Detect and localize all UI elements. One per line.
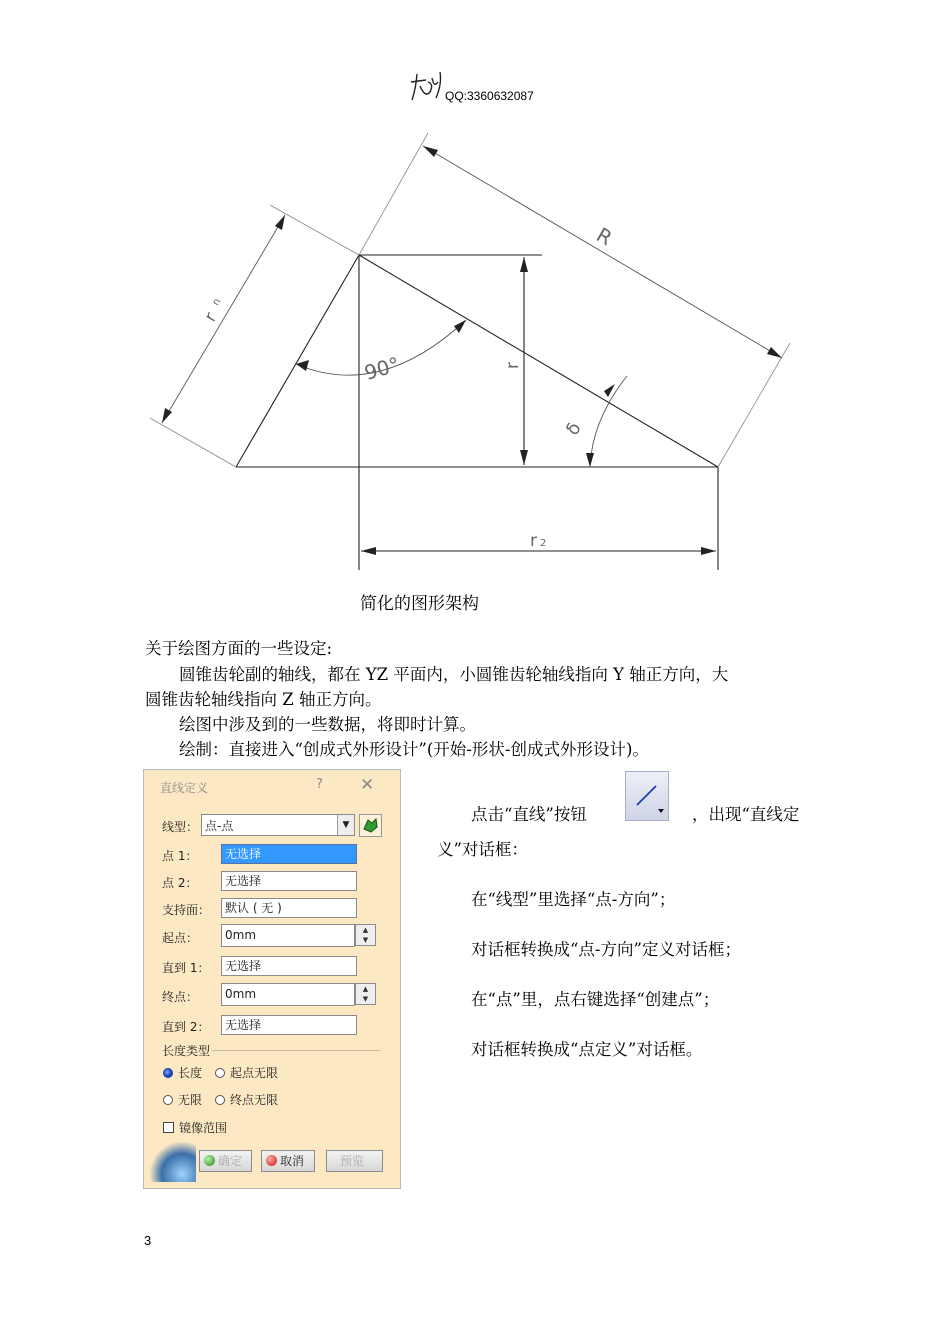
label-r-mid: r xyxy=(503,362,523,369)
end-input[interactable]: 0mm xyxy=(221,983,355,1006)
label-r-upper-sub: n xyxy=(210,296,224,308)
instruction-line2: 义”对话框： xyxy=(437,840,528,859)
length-type-group-label: 长度类型 xyxy=(162,1044,211,1058)
point1-label: 点 1： xyxy=(162,849,198,863)
support-label: 支持面： xyxy=(162,903,211,917)
start-label: 起点： xyxy=(162,931,199,945)
start-input[interactable]: 0mm xyxy=(221,924,355,947)
label-delta: δ xyxy=(561,419,586,440)
label-R: R xyxy=(592,222,617,251)
arrowhead xyxy=(586,453,594,467)
radio-start-infinite[interactable]: 起点无限 xyxy=(215,1064,278,1081)
mirror-checkbox[interactable]: 镜像范围 xyxy=(163,1119,227,1136)
paragraph-axes-1: 圆锥齿轮副的轴线，都在 YZ 平面内，小圆锥齿轮轴线指向 Y 轴正方向，大 xyxy=(179,665,729,684)
instruction-line1-before: 点击“直线”按钮 xyxy=(471,805,587,824)
arrowhead xyxy=(275,215,285,230)
arrowhead xyxy=(361,547,376,555)
dimension-R xyxy=(423,146,782,358)
line-type-tool-icon[interactable] xyxy=(359,814,382,837)
instruction-step1: 在“线型”里选择“点-方向”； xyxy=(471,890,676,909)
extension-line xyxy=(718,343,790,467)
end-stepper-icon[interactable]: ▲ ▼ xyxy=(355,983,376,1005)
label-r-upper: r xyxy=(200,309,222,326)
line-definition-dialog xyxy=(143,769,401,1189)
start-stepper-icon[interactable]: ▲ ▼ xyxy=(355,924,376,946)
label-r2-sub: 2 xyxy=(540,538,547,549)
close-icon[interactable]: ✕ xyxy=(360,775,375,795)
page-number: 3 xyxy=(144,1233,152,1248)
arrowhead xyxy=(520,450,528,465)
radio-infinite[interactable]: 无限 xyxy=(163,1091,202,1108)
paragraph-draw: 绘制：直接进入“创成式外形设计”(开始-形状-创成式外形设计)。 xyxy=(179,740,649,759)
dimension-r-upper xyxy=(162,215,285,423)
upto2-field[interactable]: 无选择 xyxy=(221,1015,357,1035)
arrowhead xyxy=(454,320,466,333)
radio-icon xyxy=(215,1068,225,1078)
arrowhead xyxy=(162,408,172,423)
support-field[interactable]: 默认 ( 无 ) xyxy=(221,898,357,918)
arrowhead xyxy=(701,547,716,555)
radio-icon xyxy=(163,1095,173,1105)
radio-end-infinite[interactable]: 终点无限 xyxy=(215,1091,278,1108)
end-label: 终点： xyxy=(162,990,199,1004)
extension-line xyxy=(150,418,236,467)
radio-length[interactable]: 长度 xyxy=(163,1064,202,1081)
diagram-caption: 简化的图形架构 xyxy=(360,594,479,614)
diagram-line xyxy=(236,255,359,467)
instruction-step4: 对话框转换成“点定义”对话框。 xyxy=(471,1040,703,1059)
instruction-line1-after: ，出现“直线定 xyxy=(692,805,800,824)
paragraph-axes-2: 圆锥齿轮轴线指向 Z 轴正方向。 xyxy=(145,690,382,709)
label-angle-90: 90° xyxy=(361,352,403,385)
header-qq: QQ:3360632087 xyxy=(445,89,534,103)
cancel-icon xyxy=(266,1155,277,1166)
upto1-field[interactable]: 无选择 xyxy=(221,956,357,976)
checkbox-icon xyxy=(163,1122,174,1133)
group-divider xyxy=(212,1050,380,1051)
radio-selected-icon xyxy=(163,1068,173,1078)
point1-field[interactable]: 无选择 xyxy=(221,844,357,864)
arrowhead xyxy=(767,347,782,358)
upto2-label: 直到 2： xyxy=(162,1020,210,1034)
upto1-label: 直到 1： xyxy=(162,961,210,975)
point2-field[interactable]: 无选择 xyxy=(221,871,357,891)
gear-diagram xyxy=(0,120,950,580)
ok-icon xyxy=(204,1155,215,1166)
ok-button[interactable]: 确定 xyxy=(199,1150,252,1172)
chevron-down-icon[interactable]: ▼ xyxy=(337,815,354,835)
line-type-label: 线型： xyxy=(162,820,199,834)
paragraph-settings: 关于绘图方面的一些设定: xyxy=(145,639,333,658)
point2-label: 点 2： xyxy=(162,876,198,890)
instruction-step3: 在“点”里，点右键选择“创建点”； xyxy=(471,990,720,1009)
earth-icon xyxy=(150,1142,196,1182)
help-icon[interactable]: ? xyxy=(316,777,323,792)
extension-line xyxy=(359,133,428,255)
arrowhead xyxy=(423,146,438,157)
arrowhead xyxy=(296,360,309,371)
cancel-button[interactable]: 取消 xyxy=(261,1150,315,1172)
diagram-line xyxy=(359,255,718,467)
arrowhead xyxy=(520,257,528,272)
radio-icon xyxy=(215,1095,225,1105)
extension-line xyxy=(270,205,359,255)
preview-button[interactable]: 预览 xyxy=(326,1150,383,1172)
label-r2: r xyxy=(530,531,537,551)
paragraph-data: 绘图中涉及到的一些数据，将即时计算。 xyxy=(179,715,476,734)
line-type-select[interactable]: 点-点 xyxy=(201,814,355,836)
line-tool-icon xyxy=(625,771,669,821)
dialog-title: 直线定义 xyxy=(160,781,209,795)
instruction-step2: 对话框转换成“点-方向”定义对话框； xyxy=(471,940,741,959)
